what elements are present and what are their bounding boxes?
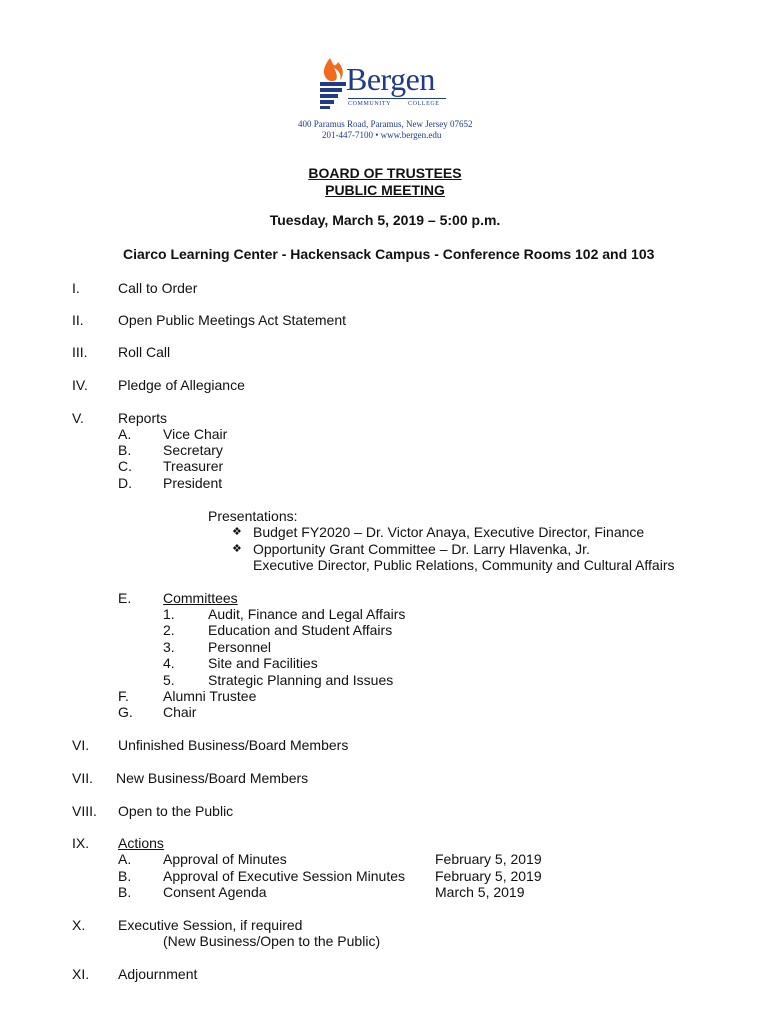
agenda-label: Open Public Meetings Act Statement [118, 312, 347, 328]
action-label: Approval of Executive Session Minutes [163, 868, 406, 884]
agenda-num: III. [72, 344, 88, 360]
committee-label: Site and Facilities [208, 655, 318, 671]
agenda-label: Open to the Public [118, 803, 234, 819]
committee-num: 4. [163, 655, 175, 671]
title-board-of-trustees: BOARD OF TRUSTEES [308, 165, 462, 181]
action-label: Consent Agenda [163, 884, 267, 900]
sub-label: Treasurer [163, 458, 224, 474]
committee-num: 5. [163, 672, 175, 688]
agenda-label: New Business/Board Members [116, 770, 309, 786]
committee-label: Audit, Finance and Legal Affairs [208, 606, 406, 622]
agenda-num: I. [72, 280, 80, 296]
agenda-label: Reports [118, 410, 168, 426]
committee-label: Education and Student Affairs [208, 622, 393, 638]
meeting-date: Tuesday, March 5, 2019 – 5:00 p.m. [269, 212, 501, 228]
agenda-label: Pledge of Allegiance [118, 377, 245, 393]
agenda-num: VI. [72, 737, 90, 753]
agenda-num: V. [72, 410, 84, 426]
committee-label: Strategic Planning and Issues [208, 672, 394, 688]
logo-sub-left: COMMUNITY [348, 101, 392, 107]
agenda-num: II. [72, 312, 84, 328]
logo-rule [348, 98, 446, 99]
sub-letter: B. [118, 442, 132, 458]
diamond-bullet-icon: ❖ [232, 526, 242, 538]
agenda-label: Roll Call [118, 344, 171, 360]
sub-letter: G. [118, 704, 133, 720]
presentation-text: Opportunity Grant Committee – Dr. Larry Hlavenka, Jr. [253, 541, 590, 557]
agenda-num: VII. [72, 770, 94, 786]
agenda-label: Unfinished Business/Board Members [118, 737, 349, 753]
sub-label: Chair [163, 704, 197, 720]
sub-label: Alumni Trustee [163, 688, 257, 704]
title-public-meeting: PUBLIC MEETING [325, 182, 445, 198]
sub-letter: A. [118, 851, 132, 867]
sub-letter: B. [118, 884, 132, 900]
agenda-num: XI. [72, 966, 90, 982]
agenda-note: (New Business/Open to the Public) [163, 933, 381, 949]
sub-label: Vice Chair [163, 426, 228, 442]
sub-letter: B. [118, 868, 132, 884]
agenda-label: Adjournment [118, 966, 198, 982]
agenda-label: Executive Session, if required [118, 917, 303, 933]
actions-heading: Actions [118, 835, 164, 851]
action-label: Approval of Minutes [163, 851, 287, 867]
sub-label: Secretary [163, 442, 223, 458]
agenda-num: IX. [72, 835, 90, 851]
presentation-text: Budget FY2020 – Dr. Victor Anaya, Executive Director, Finance [253, 524, 645, 540]
action-date: February 5, 2019 [435, 868, 542, 884]
committee-num: 3. [163, 639, 175, 655]
action-date: February 5, 2019 [435, 851, 542, 867]
diamond-bullet-icon: ❖ [232, 543, 242, 555]
presentation-text-continued: Executive Director, Public Relations, Community and Cultural Affairs [253, 557, 675, 573]
logo-sub-right: COLLEGE [408, 101, 440, 107]
agenda-num: VIII. [72, 803, 97, 819]
committees-heading: Committees [163, 590, 238, 606]
college-logo [316, 56, 456, 112]
flame-torch-icon [316, 56, 350, 110]
logo-wordmark: Bergen [346, 61, 435, 97]
sub-letter: F. [118, 688, 129, 704]
agenda-num: X. [72, 917, 86, 933]
letterhead-contact: 201-447-7100 • www.bergen.edu [322, 130, 442, 140]
committee-num: 1. [163, 606, 175, 622]
committee-label: Personnel [208, 639, 272, 655]
sub-letter: C. [118, 458, 132, 474]
action-date: March 5, 2019 [435, 884, 525, 900]
sub-letter: E. [118, 590, 132, 606]
presentations-heading: Presentations: [208, 508, 298, 524]
sub-letter: A. [118, 426, 132, 442]
agenda-num: IV. [72, 377, 88, 393]
meeting-location: Ciarco Learning Center - Hackensack Campus - Conference Rooms 102 and 103 [123, 246, 655, 262]
agenda-label: Call to Order [118, 280, 198, 296]
sub-label: President [163, 475, 223, 491]
sub-letter: D. [118, 475, 132, 491]
letterhead-address: 400 Paramus Road, Paramus, New Jersey 07652 [298, 119, 473, 129]
committee-num: 2. [163, 622, 175, 638]
